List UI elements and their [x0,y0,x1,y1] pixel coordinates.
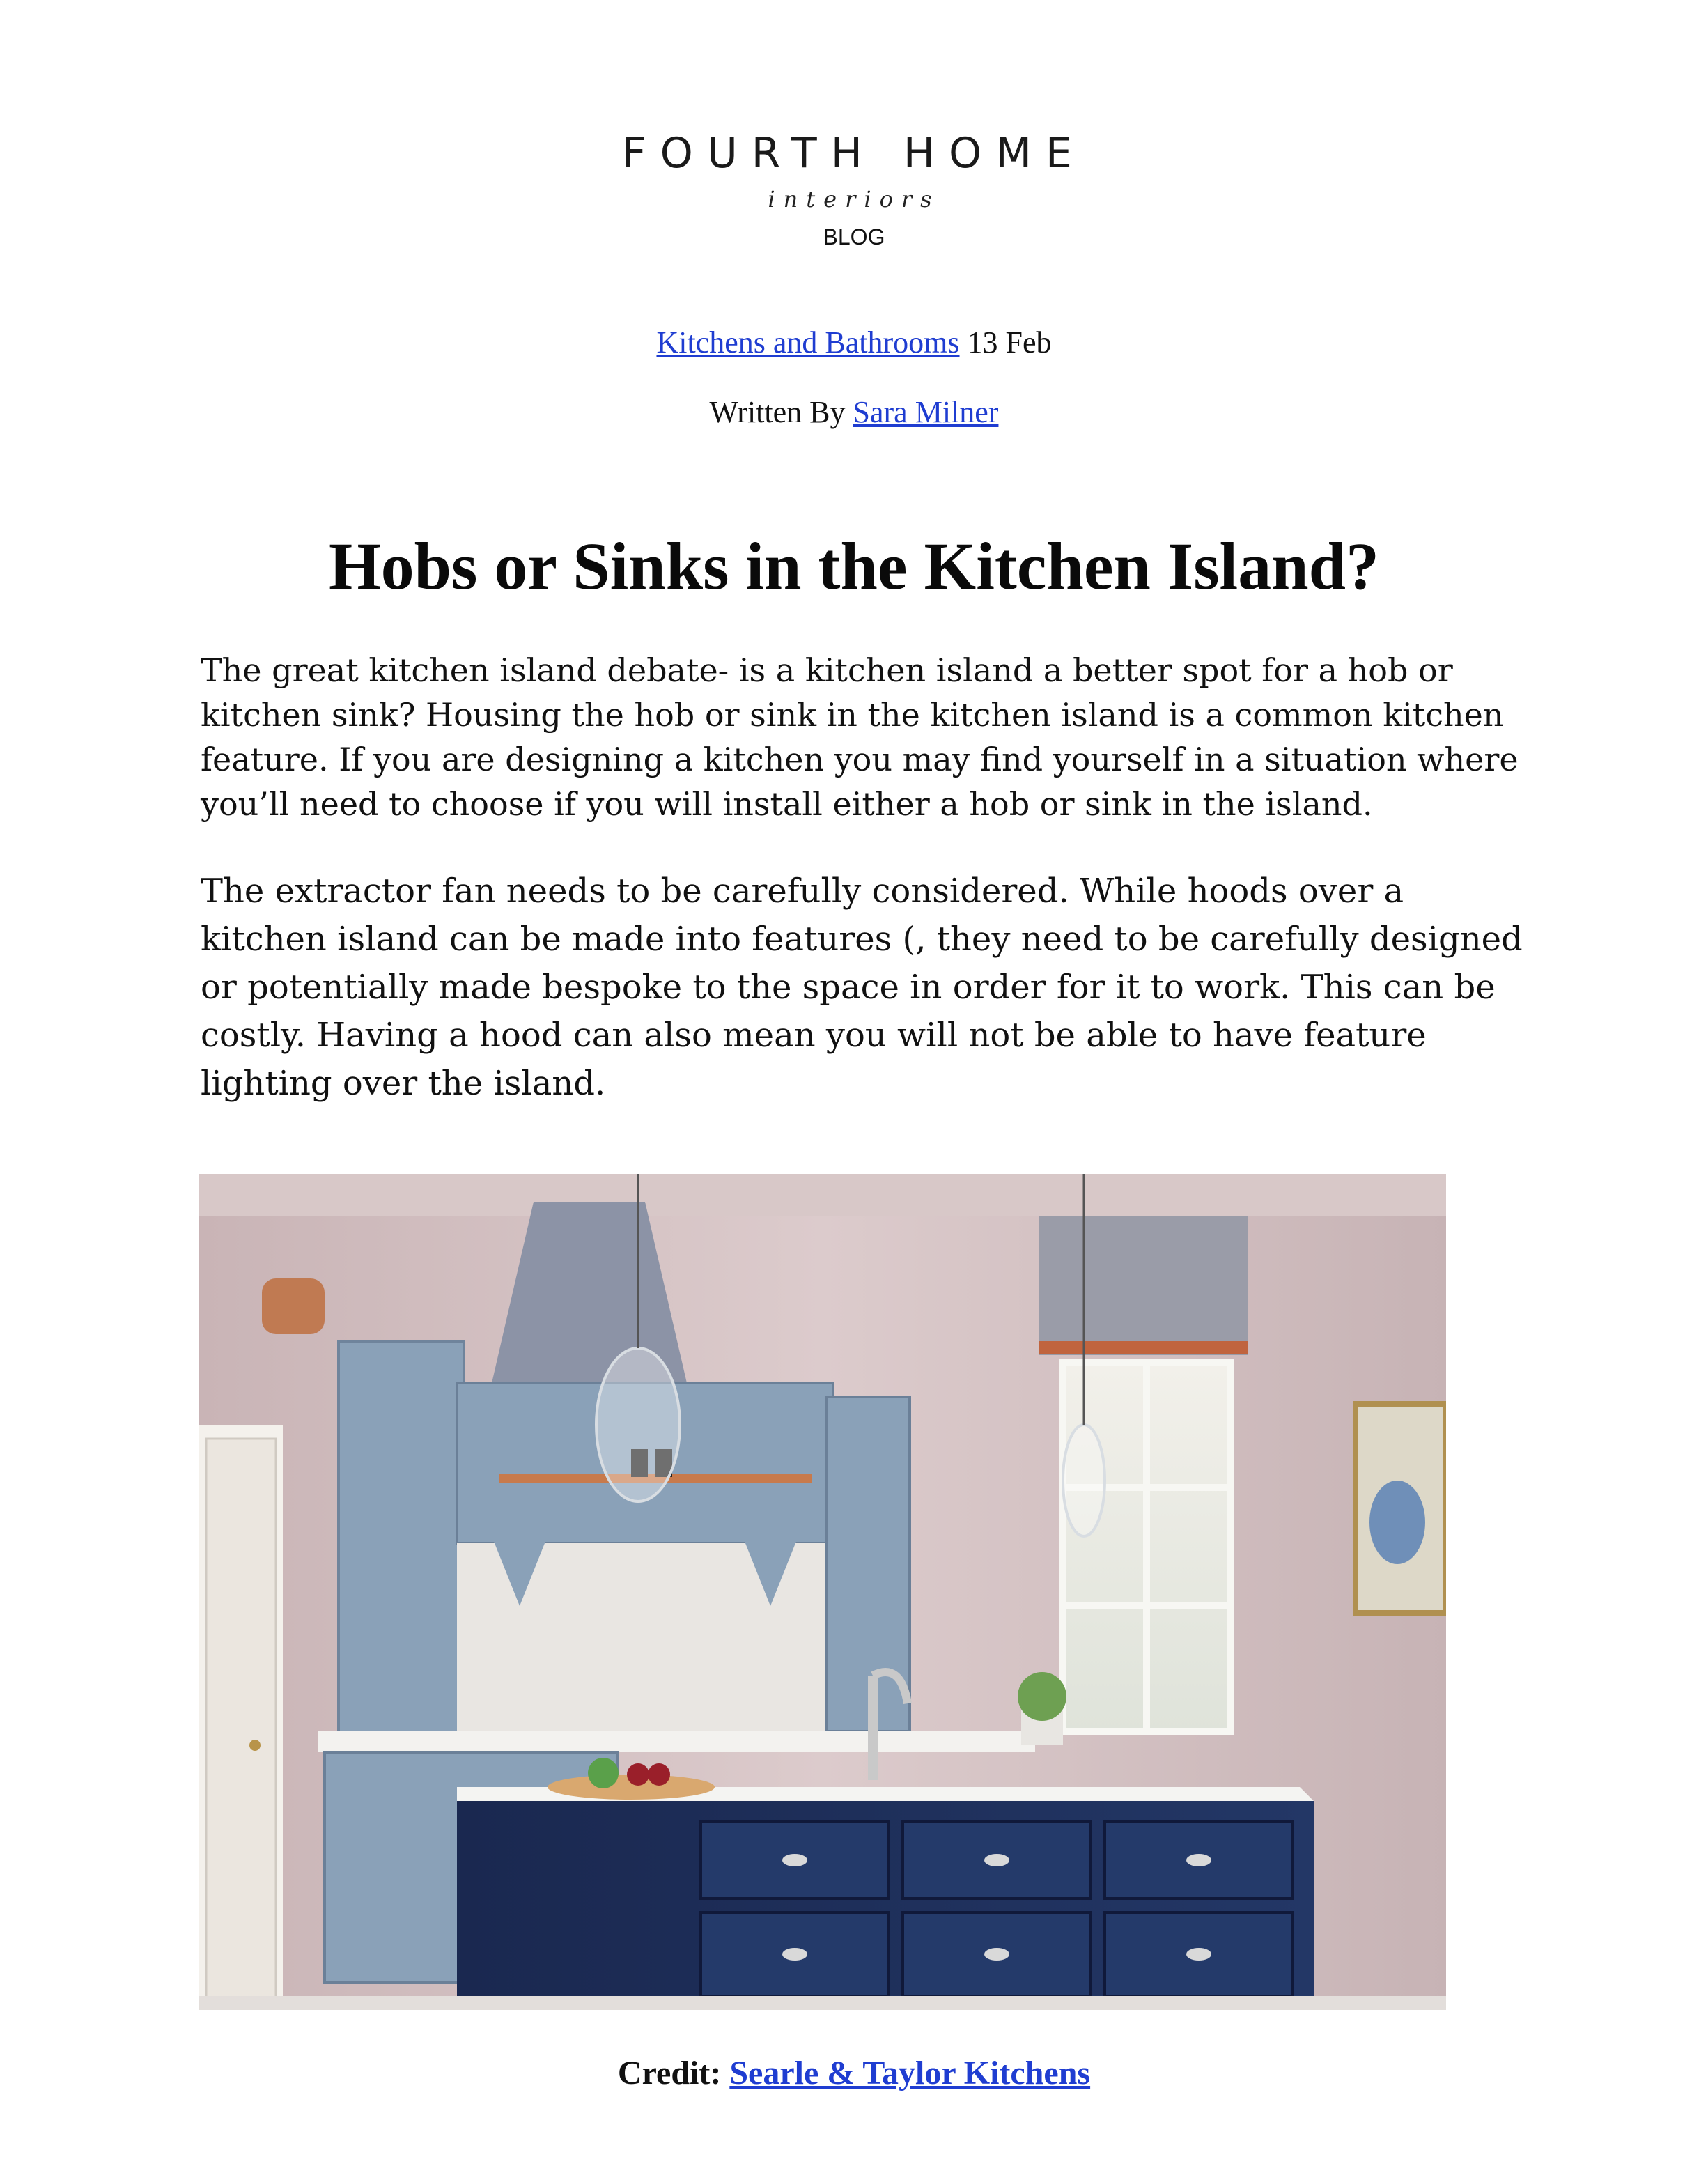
brand-logo[interactable]: FOURTH HOME [622,129,1086,178]
credit-link[interactable]: Searle & Taylor Kitchens [729,2055,1091,2092]
author-link[interactable]: Sara Milner [853,395,999,429]
kitchen-photo [199,1174,1446,2010]
written-by-label: Written By [709,395,846,429]
image-credit [0,2057,1708,2090]
article-paragraph-1: The great kitchen island debate- is a kitchen island a better spot for a hob or kitchen sink? Housing the hob or sink in the kitchen island is a common kitchen feature. If you are designing a kitchen you may find yourself in a situation where you’ll need to choose if you will install either a hob or sink in the island. [201,651,1519,823]
post-date: 13 Feb [967,325,1052,360]
article-paragraph-2: The extractor fan needs to be carefully considered. While hoods over a kitchen island can be made into features (, they need to be carefully designed or potentially made bespoke to the space in order for it to work. This can be costly. Having a hood can also mean you will not be able to have feature lighting over the island. [201,872,1523,1103]
blog-label[interactable]: BLOG [823,224,885,249]
post-category-date [0,327,1708,358]
article-title: Hobs or Sinks in the Kitchen Island? [328,529,1379,603]
brand-subtitle: interiors [768,186,940,212]
category-link[interactable]: Kitchens and Bathrooms [656,325,960,360]
post-author [0,397,1708,428]
credit-label: Credit: [617,2055,722,2092]
site-header [0,129,1708,249]
